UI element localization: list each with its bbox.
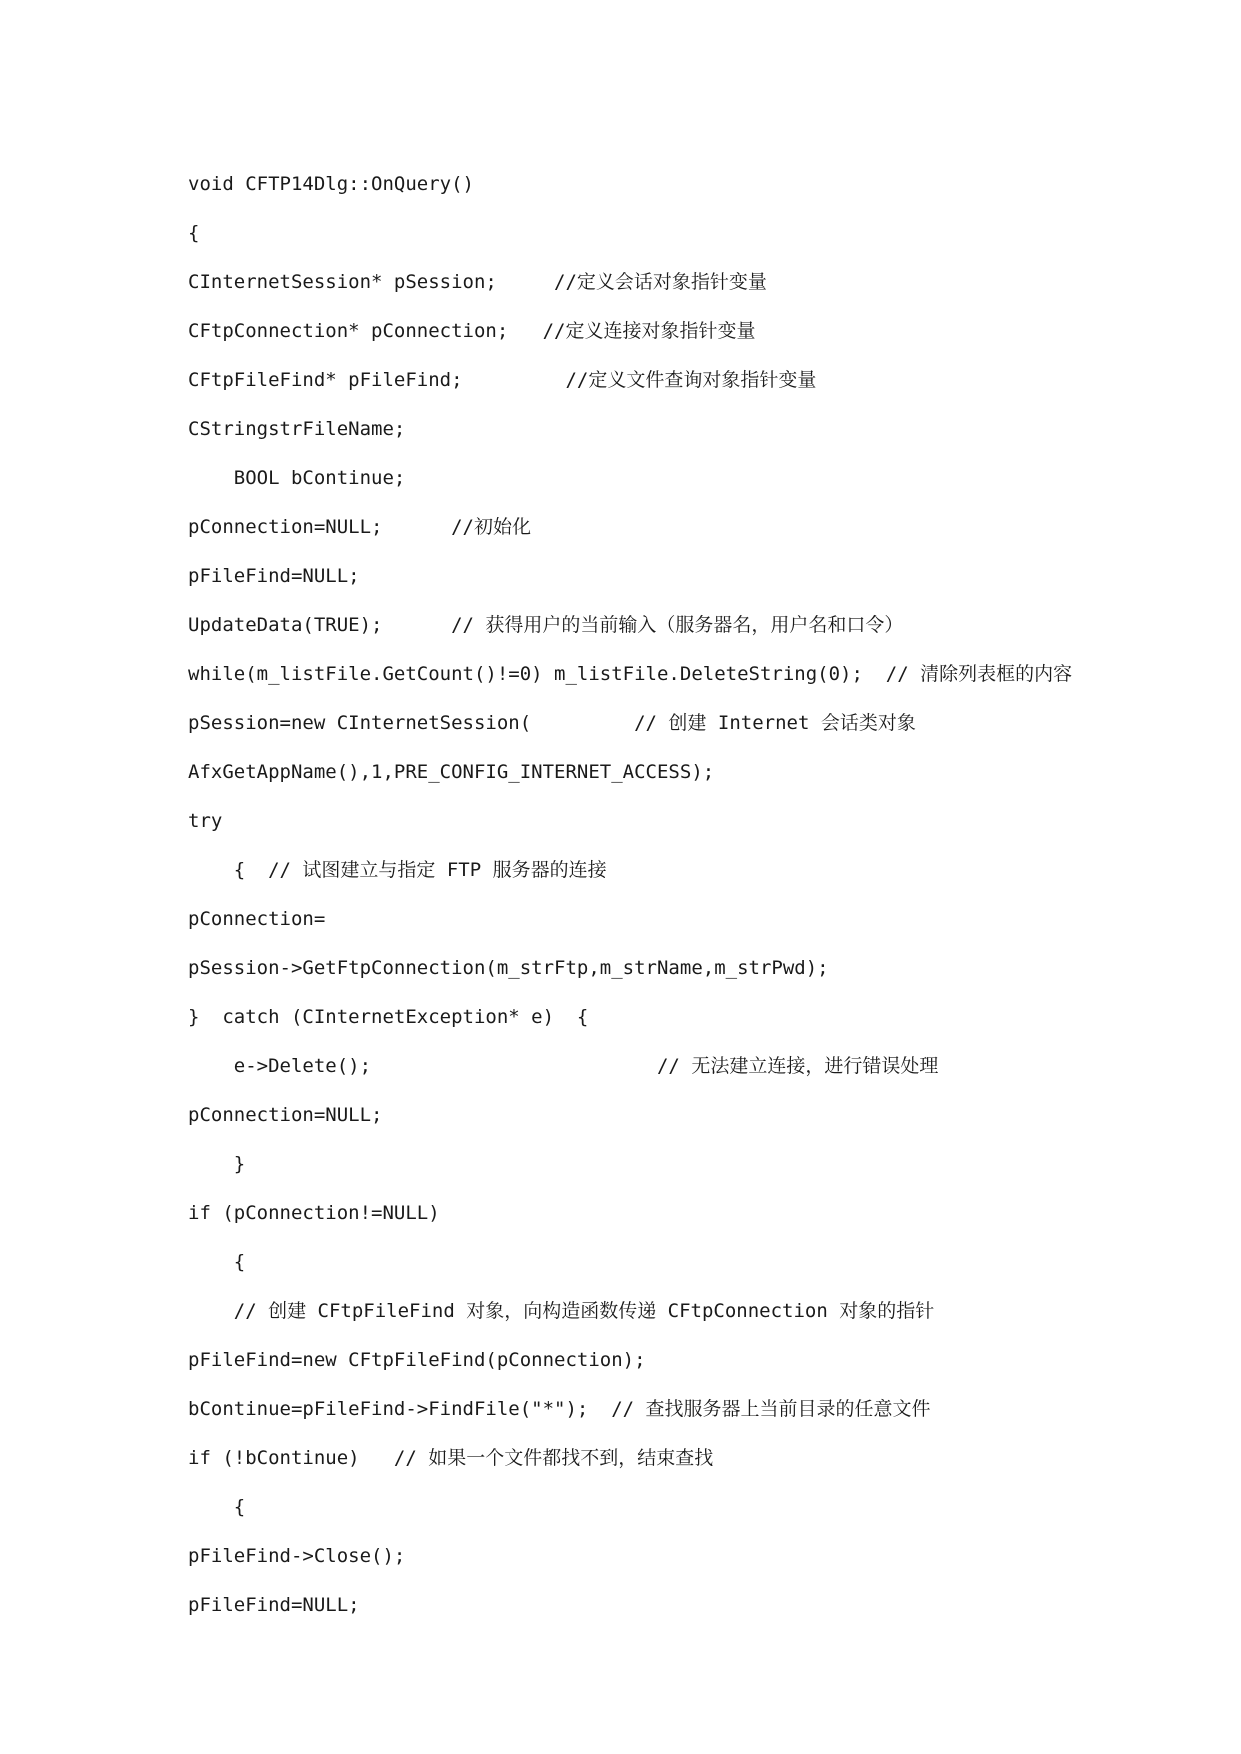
- code-line: bContinue=pFileFind->FindFile("*"); // 查找服务器上当前目录的任意文件: [188, 1398, 931, 1420]
- code-line: e->Delete(); // 无法建立连接，进行错误处理: [188, 1055, 939, 1077]
- code-line: pConnection=NULL; //初始化: [188, 516, 531, 538]
- code-line: pConnection=: [188, 908, 326, 930]
- code-line: pFileFind=new CFtpFileFind(pConnection);: [188, 1349, 646, 1371]
- code-line: if (!bContinue) // 如果一个文件都找不到，结束查找: [188, 1447, 714, 1469]
- code-line: pSession=new CInternetSession( // 创建 Internet 会话类对象: [188, 712, 916, 734]
- code-line: AfxGetAppName(),1,PRE_CONFIG_INTERNET_ACCESS);: [188, 761, 715, 783]
- code-line: }: [188, 1153, 246, 1175]
- code-line: {: [188, 1496, 246, 1518]
- code-line: // 创建 CFtpFileFind 对象，向构造函数传递 CFtpConnection 对象的指针: [188, 1300, 935, 1322]
- code-line: {: [188, 222, 200, 244]
- code-line: try: [188, 810, 223, 832]
- code-line: pFileFind=NULL;: [188, 565, 360, 587]
- code-line: {: [188, 1251, 246, 1273]
- code-line: pFileFind=NULL;: [188, 1594, 360, 1616]
- code-line: pFileFind->Close();: [188, 1545, 406, 1567]
- code-line: void CFTP14Dlg::OnQuery(): [188, 173, 474, 195]
- code-line: BOOL bContinue;: [188, 467, 406, 489]
- code-line: } catch (CInternetException* e) {: [188, 1006, 589, 1028]
- code-line: CInternetSession* pSession; //定义会话对象指针变量: [188, 271, 767, 293]
- code-line: CFtpFileFind* pFileFind; //定义文件查询对象指针变量: [188, 369, 817, 391]
- code-line: pSession->GetFtpConnection(m_strFtp,m_strName,m_strPwd);: [188, 957, 829, 979]
- code-line: while(m_listFile.GetCount()!=0) m_listFile.DeleteString(0); // 清除列表框的内容: [188, 663, 1073, 685]
- code-listing: [188, 160, 1188, 1630]
- code-line: { // 试图建立与指定 FTP 服务器的连接: [188, 859, 607, 881]
- code-line: pConnection=NULL;: [188, 1104, 383, 1126]
- code-line: CStringstrFileName;: [188, 418, 406, 440]
- code-line: if (pConnection!=NULL): [188, 1202, 440, 1224]
- code-line: CFtpConnection* pConnection; //定义连接对象指针变量: [188, 320, 756, 342]
- code-line: UpdateData(TRUE); // 获得用户的当前输入（服务器名，用户名和口令）: [188, 614, 904, 636]
